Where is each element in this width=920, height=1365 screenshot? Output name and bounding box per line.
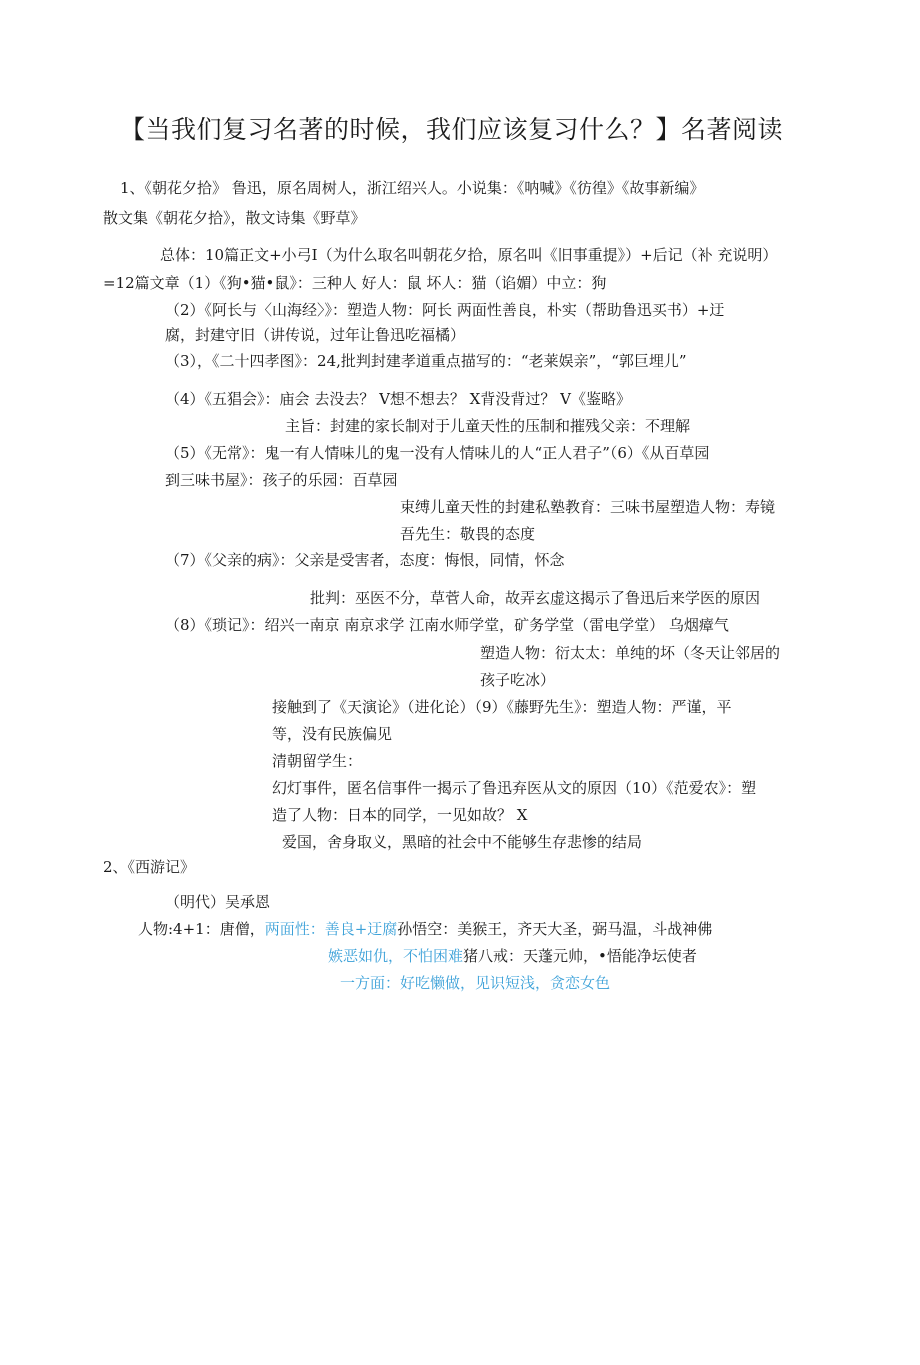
section-1-line-9: 主旨：封建的家长制对于儿童天性的压制和摧残父亲：不理解 xyxy=(285,417,691,435)
section-1-line-22: 幻灯事件，匿名信事件一揭示了鲁迅弃医从文的原因（10）《范爱农》：塑 xyxy=(272,779,757,797)
section-2-author: （明代）吴承恩 xyxy=(165,893,271,911)
section-1-line-1: 1、《朝花夕拾》 鲁迅，原名周树人，浙江绍兴人。小说集：《呐喊》《彷徨》《故事新编》 xyxy=(120,179,705,197)
section-1-line-21: 清朝留学生： xyxy=(272,752,363,770)
section-1-line-23: 造了人物：日本的同学，一见如故？ X xyxy=(272,806,528,824)
section-1-line-12: 束缚儿童天性的封建私塾教育：三味书屋塑造人物：寿镜 xyxy=(400,498,776,516)
section-1-line-7: （3），《二十四孝图》：24,批判封建孝道重点描写的：“老莱娱亲”，“郭巨埋儿” xyxy=(165,352,687,370)
section-1-line-24: 爱国，舍身取义，黑暗的社会中不能够生存悲惨的结局 xyxy=(282,833,643,851)
section-1-line-3: 总体：10篇正文+小弓I（为什么取名叫朝花夕拾，原名叫《旧事重提》）+后记（补 充说明） xyxy=(160,246,778,264)
section-2-line-1-a: 人物:4+1：唐僧， xyxy=(138,920,265,938)
page-title: 【当我们复习名著的时候，我们应该复习什么？】名著阅读 xyxy=(120,115,784,144)
section-2-line-2-b: 猪八戒：天蓬元帅，•悟能净坛使者 xyxy=(463,947,697,965)
section-1-line-4: =12篇文章（1）《狗•猫•鼠》：三种人 好人：鼠 坏人：猫（谄媚）中立：狗 xyxy=(103,274,607,292)
section-2-line-1 xyxy=(138,919,712,939)
section-2-heading: 2、《西游记》 xyxy=(103,858,196,876)
section-1-line-14: （7）《父亲的病》：父亲是受害者，态度：悔恨，同情，怀念 xyxy=(165,551,565,569)
section-1-line-13: 吾先生：敬畏的态度 xyxy=(400,525,536,543)
section-1-line-10: （5）《无常》：鬼一有人情味儿的鬼一没有人情味儿的人“正人君子”（6）《从百草园 xyxy=(165,444,710,462)
section-1-line-2: 散文集《朝花夕拾》，散文诗集《野草》 xyxy=(103,209,366,227)
section-1-line-17: 塑造人物：衍太太：单纯的坏（冬天让邻居的 xyxy=(480,644,781,662)
section-2-line-2-a: 嫉恶如仇，不怕困难 xyxy=(328,947,464,965)
section-1-line-19: 接触到了《天演论》（进化论）（9）《藤野先生》：塑造人物：严谨，平 xyxy=(272,698,732,716)
section-1-line-11: 到三味书屋》：孩子的乐园：百草园 xyxy=(165,471,398,489)
section-1-line-5: （2）《阿长与〈山海经〉》：塑造人物：阿长 两面性善良，朴实（帮助鲁迅买书）+迂 xyxy=(165,301,725,319)
section-2-line-1-b: 两面性：善良+迂腐 xyxy=(264,920,398,938)
section-2-line-1-c: 孙悟空：美猴王，齐天大圣，弼马温，斗战神佛 xyxy=(397,920,713,938)
section-2-line-3: 一方面：好吃懒做，见识短浅，贪恋女色 xyxy=(340,974,611,992)
section-1-line-6: 腐，封建守旧（讲传说，过年让鲁迅吃福橘） xyxy=(165,326,466,344)
section-1-line-18: 孩子吃冰） xyxy=(480,671,556,689)
section-1-line-15: 批判：巫医不分，草菅人命，故弄玄虚这揭示了鲁迅后来学医的原因 xyxy=(310,589,761,607)
section-1-line-8: （4）《五猖会》：庙会 去没去？ V想不想去？ X背没背过？ V《鉴略》 xyxy=(165,390,631,408)
section-2-line-2 xyxy=(328,946,697,966)
section-1-line-20: 等，没有民族偏见 xyxy=(272,725,393,743)
section-1-line-16: （8）《琐记》：绍兴一南京 南京求学 江南水师学堂，矿务学堂（雷电学堂） 乌烟瘴气 xyxy=(165,616,729,634)
